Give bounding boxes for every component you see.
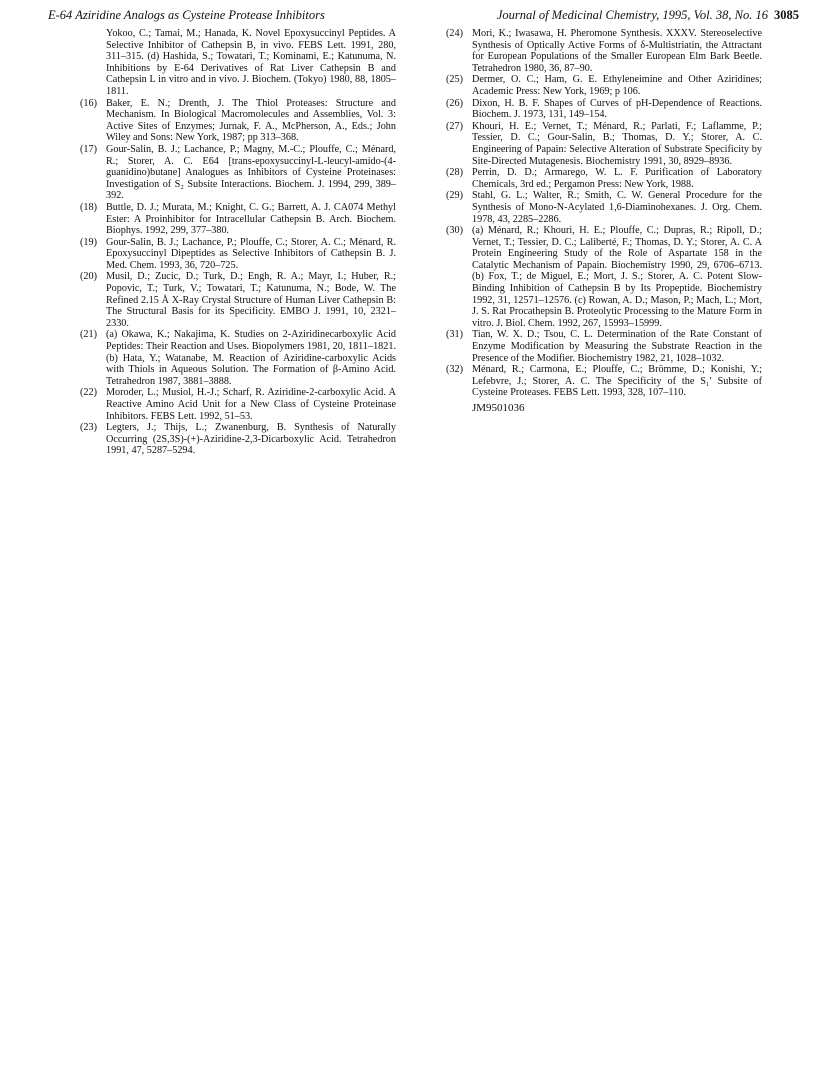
reference-text: Gour-Salin, B. J.; Lachance, P.; Magny, M.-C.; Plouffe, C.; Ménard, R.; Storer, A. C. E64 [trans-epoxysuccinyl-L-leucyl-amido-(4-guanidino)butane] Analogues as Inhibitors of Cysteine Proteinases: Investigation of S₂ Subsite Interactions. Biochem. J. 1994, 299, 389–392. [106,143,396,202]
reference-number: (28) [446,167,463,179]
reference-item [432,28,762,74]
reference-number: (30) [446,225,463,237]
journal-citation [497,8,799,23]
reference-text: Gour-Salin, B. J.; Lachance, P.; Plouffe, C.; Storer, A. C.; Ménard, R. Epoxysuccinyl Dipeptides as Selective Inhibitors of Cathepsin B. J. Med. Chem. 1993, 36, 720–725. [106,236,396,271]
reference-text: Khouri, H. E.; Vernet, T.; Ménard, R.; Parlati, F.; Laflamme, P.; Tessier, D. C.; Gour-Salin, B.; Thomas, D. Y.; Storer, A. C. Engineering of Papain: Selective Alteration of Substrate Specificity by Site-Directed Mutagenesis. Biochemistry 1991, 30, 8929–8936. [472,120,762,167]
reference-text: Ménard, R.; Carmona, E.; Plouffe, C.; Brömme, D.; Konishi, Y.; Lefebvre, J.; Storer, A. C. The Specificity of the S₁′ Subsite of Cysteine Proteases. FEBS Lett. 1993, 328, 107–110. [472,364,762,399]
reference-number: (23) [80,422,97,434]
reference-number: (24) [446,28,463,39]
reference-number: (19) [80,236,97,248]
page-number: 3085 [774,8,799,22]
reference-number: (31) [446,329,463,341]
reference-item [432,190,762,225]
reference-number: (27) [446,120,463,132]
reference-text: Moroder, L.; Musiol, H.-J.; Scharf, R. Aziridine-2-carboxylic Acid. A Reactive Amino Acid Unit for a New Class of Cysteine Proteinase Inhibitors. FEBS Lett. 1992, 51–53. [106,387,396,422]
reference-item [432,225,762,329]
reference-number: (21) [80,329,97,341]
reference-item [432,74,762,97]
reference-text: Mori, K.; Iwasawa, H. Pheromone Synthesis. XXXV. Stereoselective Synthesis of Optically Active Forms of δ-Multistriatin, the Attractant for European Populations of the Smaller European Elm Bark Beetle. Tetrahedron 1980, 36, 87–90. [472,28,762,74]
running-title: E-64 Aziridine Analogs as Cysteine Protease Inhibitors [48,8,325,22]
reference-item [432,167,762,190]
reference-item [66,271,396,329]
reference-number: (29) [446,190,463,202]
reference-text: Perrin, D. D.; Armarego, W. L. F. Purification of Laboratory Chemicals, 3rd ed.; Pergamon Press: New York, 1988. [472,167,762,190]
reference-item [432,364,762,399]
reference-text: Musil, D.; Zucic, D.; Turk, D.; Engh, R. A.; Mayr, I.; Huber, R.; Popovic, T.; Turk, V.; Towatari, T.; Katunuma, N.; Bode, W. The Refined 2.15 Å X-Ray Crystal Structure of Human Liver Cathepsin B: The Structural Basis for its Specificity. EMBO J. 1991, 10, 2321–2330. [106,271,396,329]
reference-number: (20) [80,271,97,283]
reference-item [66,202,396,237]
reference-text: (a) Ménard, R.; Khouri, H. E.; Plouffe, C.; Dupras, R.; Ripoll, D.; Vernet, T.; Tessier, D. C.; Laliberté, F.; Thomas, D. Y.; Storer, A. C. A Protein Engineering Study of the Role of Aspartate 158 in the Catalytic Mechanism of Papain. Biochemistry 1990, 29, 6706–6713. (b) Fox, T.; de Miguel, E.; Mort, J. S.; Storer, A. C. Potent Slow-Binding Inhibition of Cathepsin B by Its Propeptide. Biochemistry 1992, 31, 12571–12576. (c) Rowan, A. D.; Mason, P.; Mach, L.; Mort, J. S. Rat Procathepsin B. Proteolytic Processing to the Mature Form in vitro. J. Biol. Chem. 1992, 267, 15993–15999. [472,225,762,329]
running-header [48,8,799,28]
reference-number: (16) [80,97,97,109]
references-left-column [66,28,396,457]
reference-item [432,329,762,364]
reference-number: (26) [446,97,463,109]
reference-number: (32) [446,364,463,376]
reference-text: Yokoo, C.; Tamai, M.; Hanada, K. Novel Epoxysuccinyl Peptides. A Selective Inhibitor of Cathepsin B, in vivo. FEBS Lett. 1991, 280, 311–315. (d) Hashida, S.; Towatari, T.; Kominami, E.; Katunuma, N. Inhibitions by E-64 Derivatives of Rat Liver Cathepsin B and Cathepsin L in vitro and in vivo. J. Biochem. (Tokyo) 1980, 88, 1805–1811. [106,28,396,97]
reference-text: Dixon, H. B. F. Shapes of Curves of pH-Dependence of Reactions. Biochem. J. 1973, 131, 149–154. [472,97,762,121]
reference-item [66,422,396,457]
reference-number: (25) [446,74,463,86]
reference-text: Tian, W. X. D.; Tsou, C. L. Determination of the Rate Constant of Enzyme Modification by Measuring the Substrate Reaction in the Presence of the Modifier. Biochemistry 1982, 21, 1028–1032. [472,329,762,364]
reference-text: Buttle, D. J.; Murata, M.; Knight, C. G.; Barrett, A. J. CA074 Methyl Ester: A Proinhibitor for Intracellular Cathepsin B. Arch. Biochem. Biophys. 1992, 299, 377–380. [106,201,396,237]
reference-text: Baker, E. N.; Drenth, J. The Thiol Proteases: Structure and Mechanism. In Biological Macromolecules and Assemblies, Vol. 3: Active Sites of Enzymes; Jurnak, F. A., McPherson, A., Eds.; John Wiley and Sons: New York, 1987; pp 313–368. [106,97,396,144]
reference-number: (22) [80,387,97,399]
reference-item [66,387,396,422]
references-right-column [432,28,762,415]
manuscript-id: JM9501036 [472,402,525,414]
reference-text: Legters, J.; Thijs, L.; Zwanenburg, B. Synthesis of Naturally Occurring (2S,3S)-(+)-Aziridine-2,3-Dicarboxylic Acid. Tetrahedron 1991, 47, 5287–5294. [106,422,396,457]
reference-text: Dermer, O. C.; Ham, G. E. Ethyleneimine and Other Aziridines; Academic Press: New York, 1969; p 106. [472,74,762,97]
reference-text: Stahl, G. L.; Walter, R.; Smith, C. W. General Procedure for the Synthesis of Mono-N-Acylated 1,6-Diaminohexanes. J. Org. Chem. 1978, 43, 2285–2286. [472,190,762,225]
reference-number: (17) [80,143,97,155]
journal-name: Journal of Medicinal Chemistry, 1995, Vol. 38, No. 16 [496,8,768,22]
reference-item [66,237,396,272]
reference-number: (18) [80,201,97,213]
reference-item [66,98,396,144]
reference-text: (a) Okawa, K.; Nakajima, K. Studies on 2-Aziridinecarboxylic Acid Peptides: Their Reaction and Uses. Biopolymers 1981, 20, 1811–1821. (b) Hata, Y.; Watanabe, M. Reaction of Aziridine-carboxylic Acids with Thiols in Aqueous Solution. The Formation of β-Amino Acid. Tetrahedron 1987, 3881–3888. [106,329,396,387]
reference-item [432,98,762,121]
reference-item [66,329,396,387]
reference-item [432,121,762,167]
reference-item [66,144,396,202]
reference-item [66,28,396,98]
